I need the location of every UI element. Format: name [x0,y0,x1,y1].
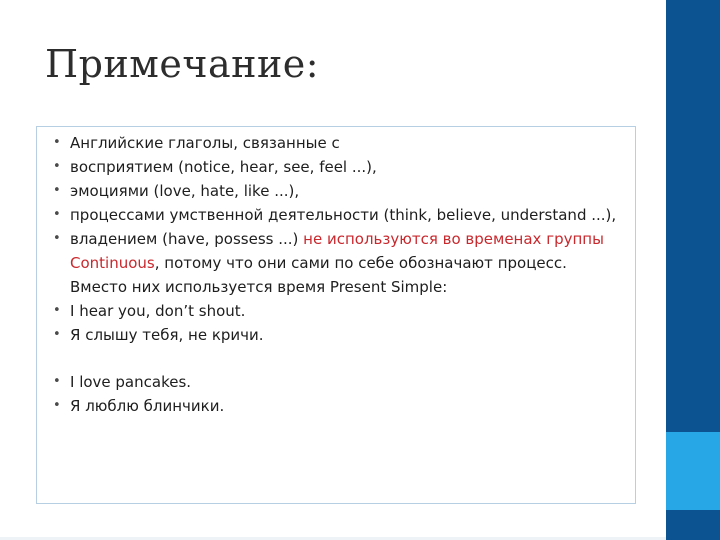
bullet-item-possession [37,227,637,299]
bullet-item-mental-processes: • процессами умственной деятельности (think, believe, understand ...), [37,203,637,227]
possession-text: владением (have, possess ...) [70,230,304,248]
bullet-item-perception: • восприятием (notice, hear, see, feel ...), [37,155,637,179]
bullet-item-example-hear-ru: • Я слышу тебя, не кричи. [37,323,637,347]
bullet-item-example-love-ru: • Я люблю блинчики. [37,394,637,418]
bullet-item-example-hear-en: • I hear you, don’t shout. [37,299,637,323]
content-box [36,126,636,504]
slide-title: Примечание: [45,42,320,86]
bullet-item-verbs-intro: • Английские глаголы, связанные с [37,131,637,155]
bullet-list [37,131,637,418]
side-bar-accent [666,432,720,510]
continuous-rule-highlight: не используются во временах группы Continuous [70,230,604,272]
possession-explanation: , потому что они сами по себе обозначают процесс. Вместо них используется время Present Simple: [70,254,567,296]
bullet-item-emotions: • эмоциями (love, hate, like ...), [37,179,637,203]
bullet-item-example-love-en: • I love pancakes. [37,370,637,394]
